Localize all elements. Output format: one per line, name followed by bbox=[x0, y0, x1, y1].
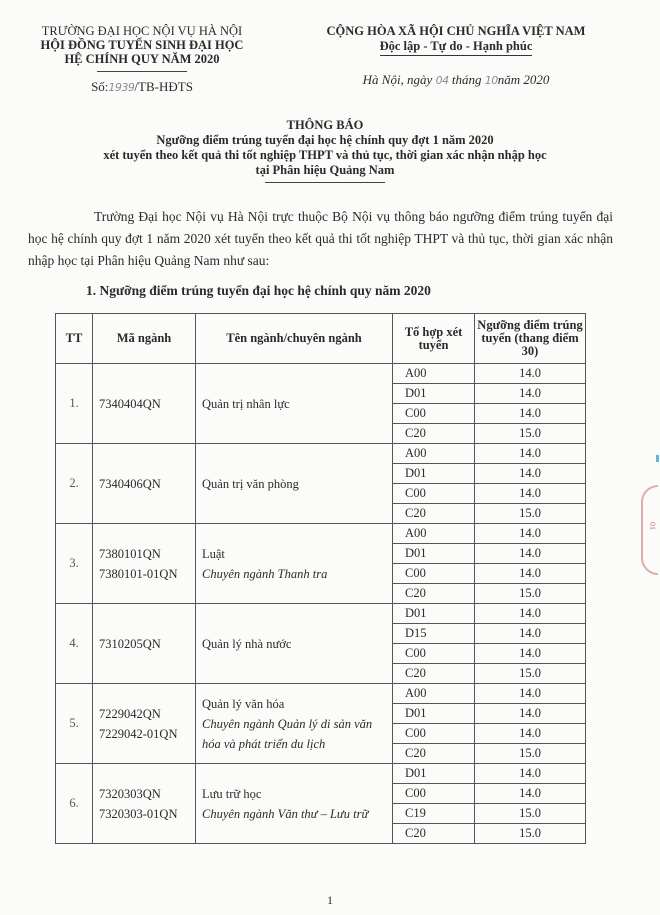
issuer-header bbox=[22, 24, 262, 95]
combo-code: D01 bbox=[393, 604, 475, 624]
combo-code: C20 bbox=[393, 744, 475, 764]
combo-code: D01 bbox=[393, 544, 475, 564]
threshold-score: 15.0 bbox=[475, 804, 586, 824]
header-divider bbox=[97, 71, 187, 72]
score-table-body bbox=[56, 364, 586, 844]
table-row bbox=[56, 684, 586, 704]
combo-code: C00 bbox=[393, 644, 475, 664]
table-row bbox=[56, 524, 586, 544]
major-code: 7340404QN bbox=[99, 396, 161, 411]
date-day: 04 bbox=[435, 74, 449, 87]
threshold-score: 14.0 bbox=[475, 684, 586, 704]
intro-paragraph: Trường Đại học Nội vụ Hà Nội trực thuộc Bộ Nội vụ thông báo ngưỡng điểm trúng tuyển đại học hệ chính quy đợt 1 năm 2020 xét tuyển theo kết quả thi tốt nghiệp THPT và thủ tục, thời gian xác nhận nhập học tại Phân hiệu Quảng Nam như sau: bbox=[28, 209, 613, 268]
major-name-cell bbox=[196, 524, 393, 604]
row-index: 4. bbox=[56, 604, 93, 684]
row-index: 3. bbox=[56, 524, 93, 604]
major-codes bbox=[93, 524, 196, 604]
combo-code: C20 bbox=[393, 424, 475, 444]
major-code: 7380101QN bbox=[99, 546, 161, 561]
combo-code: D01 bbox=[393, 764, 475, 784]
combo-code: C00 bbox=[393, 564, 475, 584]
combo-code: C19 bbox=[393, 804, 475, 824]
major-name-cell bbox=[196, 444, 393, 524]
threshold-score: 14.0 bbox=[475, 624, 586, 644]
threshold-score: 14.0 bbox=[475, 464, 586, 484]
major-code: 7229042-01QN bbox=[99, 726, 178, 741]
header-score: Ngưỡng điểm trúng tuyển (thang điểm 30) bbox=[475, 314, 586, 364]
threshold-score: 14.0 bbox=[475, 604, 586, 624]
table-row bbox=[56, 764, 586, 784]
document-number-handwritten: 1939 bbox=[108, 81, 135, 94]
combo-code: C00 bbox=[393, 484, 475, 504]
major-code: 7340406QN bbox=[99, 476, 161, 491]
major-codes bbox=[93, 764, 196, 844]
combo-code: A00 bbox=[393, 684, 475, 704]
major-code: 7380101-01QN bbox=[99, 566, 178, 581]
specialization: Chuyên ngành Văn thư – Lưu trữ bbox=[202, 806, 369, 821]
combo-code: A00 bbox=[393, 524, 475, 544]
combo-code: A00 bbox=[393, 364, 475, 384]
major-code: 7320303-01QN bbox=[99, 806, 178, 821]
header-combo: Tổ hợp xét tuyển bbox=[393, 314, 475, 364]
threshold-score: 15.0 bbox=[475, 824, 586, 844]
document-number bbox=[22, 80, 262, 95]
threshold-score: 14.0 bbox=[475, 404, 586, 424]
threshold-score: 14.0 bbox=[475, 544, 586, 564]
threshold-score: 14.0 bbox=[475, 384, 586, 404]
header-code: Mã ngành bbox=[93, 314, 196, 364]
major-name-cell bbox=[196, 684, 393, 764]
threshold-score: 15.0 bbox=[475, 664, 586, 684]
scan-mark bbox=[656, 455, 659, 462]
page-number: 1 bbox=[327, 893, 333, 907]
threshold-score: 14.0 bbox=[475, 444, 586, 464]
stamp-text: 01 bbox=[648, 522, 657, 530]
major-name-cell bbox=[196, 364, 393, 444]
threshold-score: 14.0 bbox=[475, 784, 586, 804]
threshold-score: 15.0 bbox=[475, 584, 586, 604]
row-index: 6. bbox=[56, 764, 93, 844]
date-suffix: năm 2020 bbox=[497, 72, 550, 87]
major-code: 7320303QN bbox=[99, 786, 161, 801]
specialization: Chuyên ngành Quản lý di sản văn hóa và phát triển du lịch bbox=[202, 716, 373, 751]
combo-code: D01 bbox=[393, 464, 475, 484]
issuer-university: TRƯỜNG ĐẠI HỌC NỘI VỤ HÀ NỘI bbox=[41, 24, 243, 38]
issuer-program: HỆ CHÍNH QUY NĂM 2020 bbox=[64, 52, 220, 66]
combo-code: C00 bbox=[393, 784, 475, 804]
date-month: 10 bbox=[484, 74, 498, 87]
threshold-score: 14.0 bbox=[475, 564, 586, 584]
notice-subtitle-2: xét tuyển theo kết quả thi tốt nghiệp THPT và thủ tục, thời gian xác nhận nhập học bbox=[103, 148, 547, 162]
major-codes bbox=[93, 684, 196, 764]
major-codes bbox=[93, 604, 196, 684]
threshold-score: 14.0 bbox=[475, 484, 586, 504]
major-name-cell bbox=[196, 764, 393, 844]
major-name-cell bbox=[196, 604, 393, 684]
header-tt: TT bbox=[56, 314, 93, 364]
table-row bbox=[56, 444, 586, 464]
document-number-prefix: Số: bbox=[91, 79, 109, 94]
table-header-row bbox=[56, 314, 586, 364]
threshold-score: 14.0 bbox=[475, 764, 586, 784]
date-month-label: tháng bbox=[448, 72, 485, 87]
combo-code: D01 bbox=[393, 384, 475, 404]
specialization: Chuyên ngành Thanh tra bbox=[202, 566, 328, 581]
threshold-score: 14.0 bbox=[475, 364, 586, 384]
header-name: Tên ngành/chuyên ngành bbox=[196, 314, 393, 364]
national-title: CỘNG HÒA XÃ HỘI CHỦ NGHĨA VIỆT NAM bbox=[326, 24, 586, 38]
major-name: Quản lý nhà nước bbox=[202, 636, 292, 651]
document-date bbox=[296, 72, 616, 88]
score-table bbox=[55, 313, 586, 844]
row-index: 5. bbox=[56, 684, 93, 764]
major-codes bbox=[93, 444, 196, 524]
combo-code: C20 bbox=[393, 824, 475, 844]
notice-subtitle-1: Ngưỡng điểm trúng tuyển đại học hệ chính quy đợt 1 năm 2020 bbox=[156, 133, 494, 147]
row-index: 1. bbox=[56, 364, 93, 444]
combo-code: C00 bbox=[393, 724, 475, 744]
threshold-score: 14.0 bbox=[475, 724, 586, 744]
notice-heading: THÔNG BÁO bbox=[286, 118, 364, 132]
title-divider bbox=[265, 182, 385, 183]
notice-title bbox=[30, 118, 620, 183]
national-header bbox=[296, 24, 616, 88]
combo-code: C20 bbox=[393, 584, 475, 604]
major-name: Quản trị nhân lực bbox=[202, 396, 290, 411]
combo-code: D15 bbox=[393, 624, 475, 644]
threshold-score: 14.0 bbox=[475, 644, 586, 664]
threshold-score: 15.0 bbox=[475, 424, 586, 444]
major-name: Luật bbox=[202, 546, 225, 561]
combo-code: C20 bbox=[393, 664, 475, 684]
threshold-score: 15.0 bbox=[475, 504, 586, 524]
combo-code: A00 bbox=[393, 444, 475, 464]
combo-code: C00 bbox=[393, 404, 475, 424]
major-codes bbox=[93, 364, 196, 444]
national-motto: Độc lập - Tự do - Hạnh phúc bbox=[380, 39, 533, 56]
date-prefix: Hà Nội, ngày bbox=[362, 72, 436, 87]
section-title: 1. Ngưỡng điểm trúng tuyển đại học hệ chính quy năm 2020 bbox=[86, 283, 431, 298]
table-row bbox=[56, 604, 586, 624]
table-row bbox=[56, 364, 586, 384]
document-number-suffix: /TB-HĐTS bbox=[134, 79, 193, 94]
issuer-council: HỘI ĐỒNG TUYỂN SINH ĐẠI HỌC bbox=[40, 38, 244, 52]
combo-code: D01 bbox=[393, 704, 475, 724]
row-index: 2. bbox=[56, 444, 93, 524]
threshold-score: 15.0 bbox=[475, 744, 586, 764]
combo-code: C20 bbox=[393, 504, 475, 524]
notice-subtitle-3: tại Phân hiệu Quảng Nam bbox=[255, 163, 395, 177]
threshold-score: 14.0 bbox=[475, 704, 586, 724]
major-name: Quản lý văn hóa bbox=[202, 696, 285, 711]
major-name: Quản trị văn phòng bbox=[202, 476, 299, 491]
major-code: 7229042QN bbox=[99, 706, 161, 721]
major-name: Lưu trữ học bbox=[202, 786, 262, 801]
red-seal-stamp bbox=[641, 485, 658, 575]
major-code: 7310205QN bbox=[99, 636, 161, 651]
threshold-score: 14.0 bbox=[475, 524, 586, 544]
